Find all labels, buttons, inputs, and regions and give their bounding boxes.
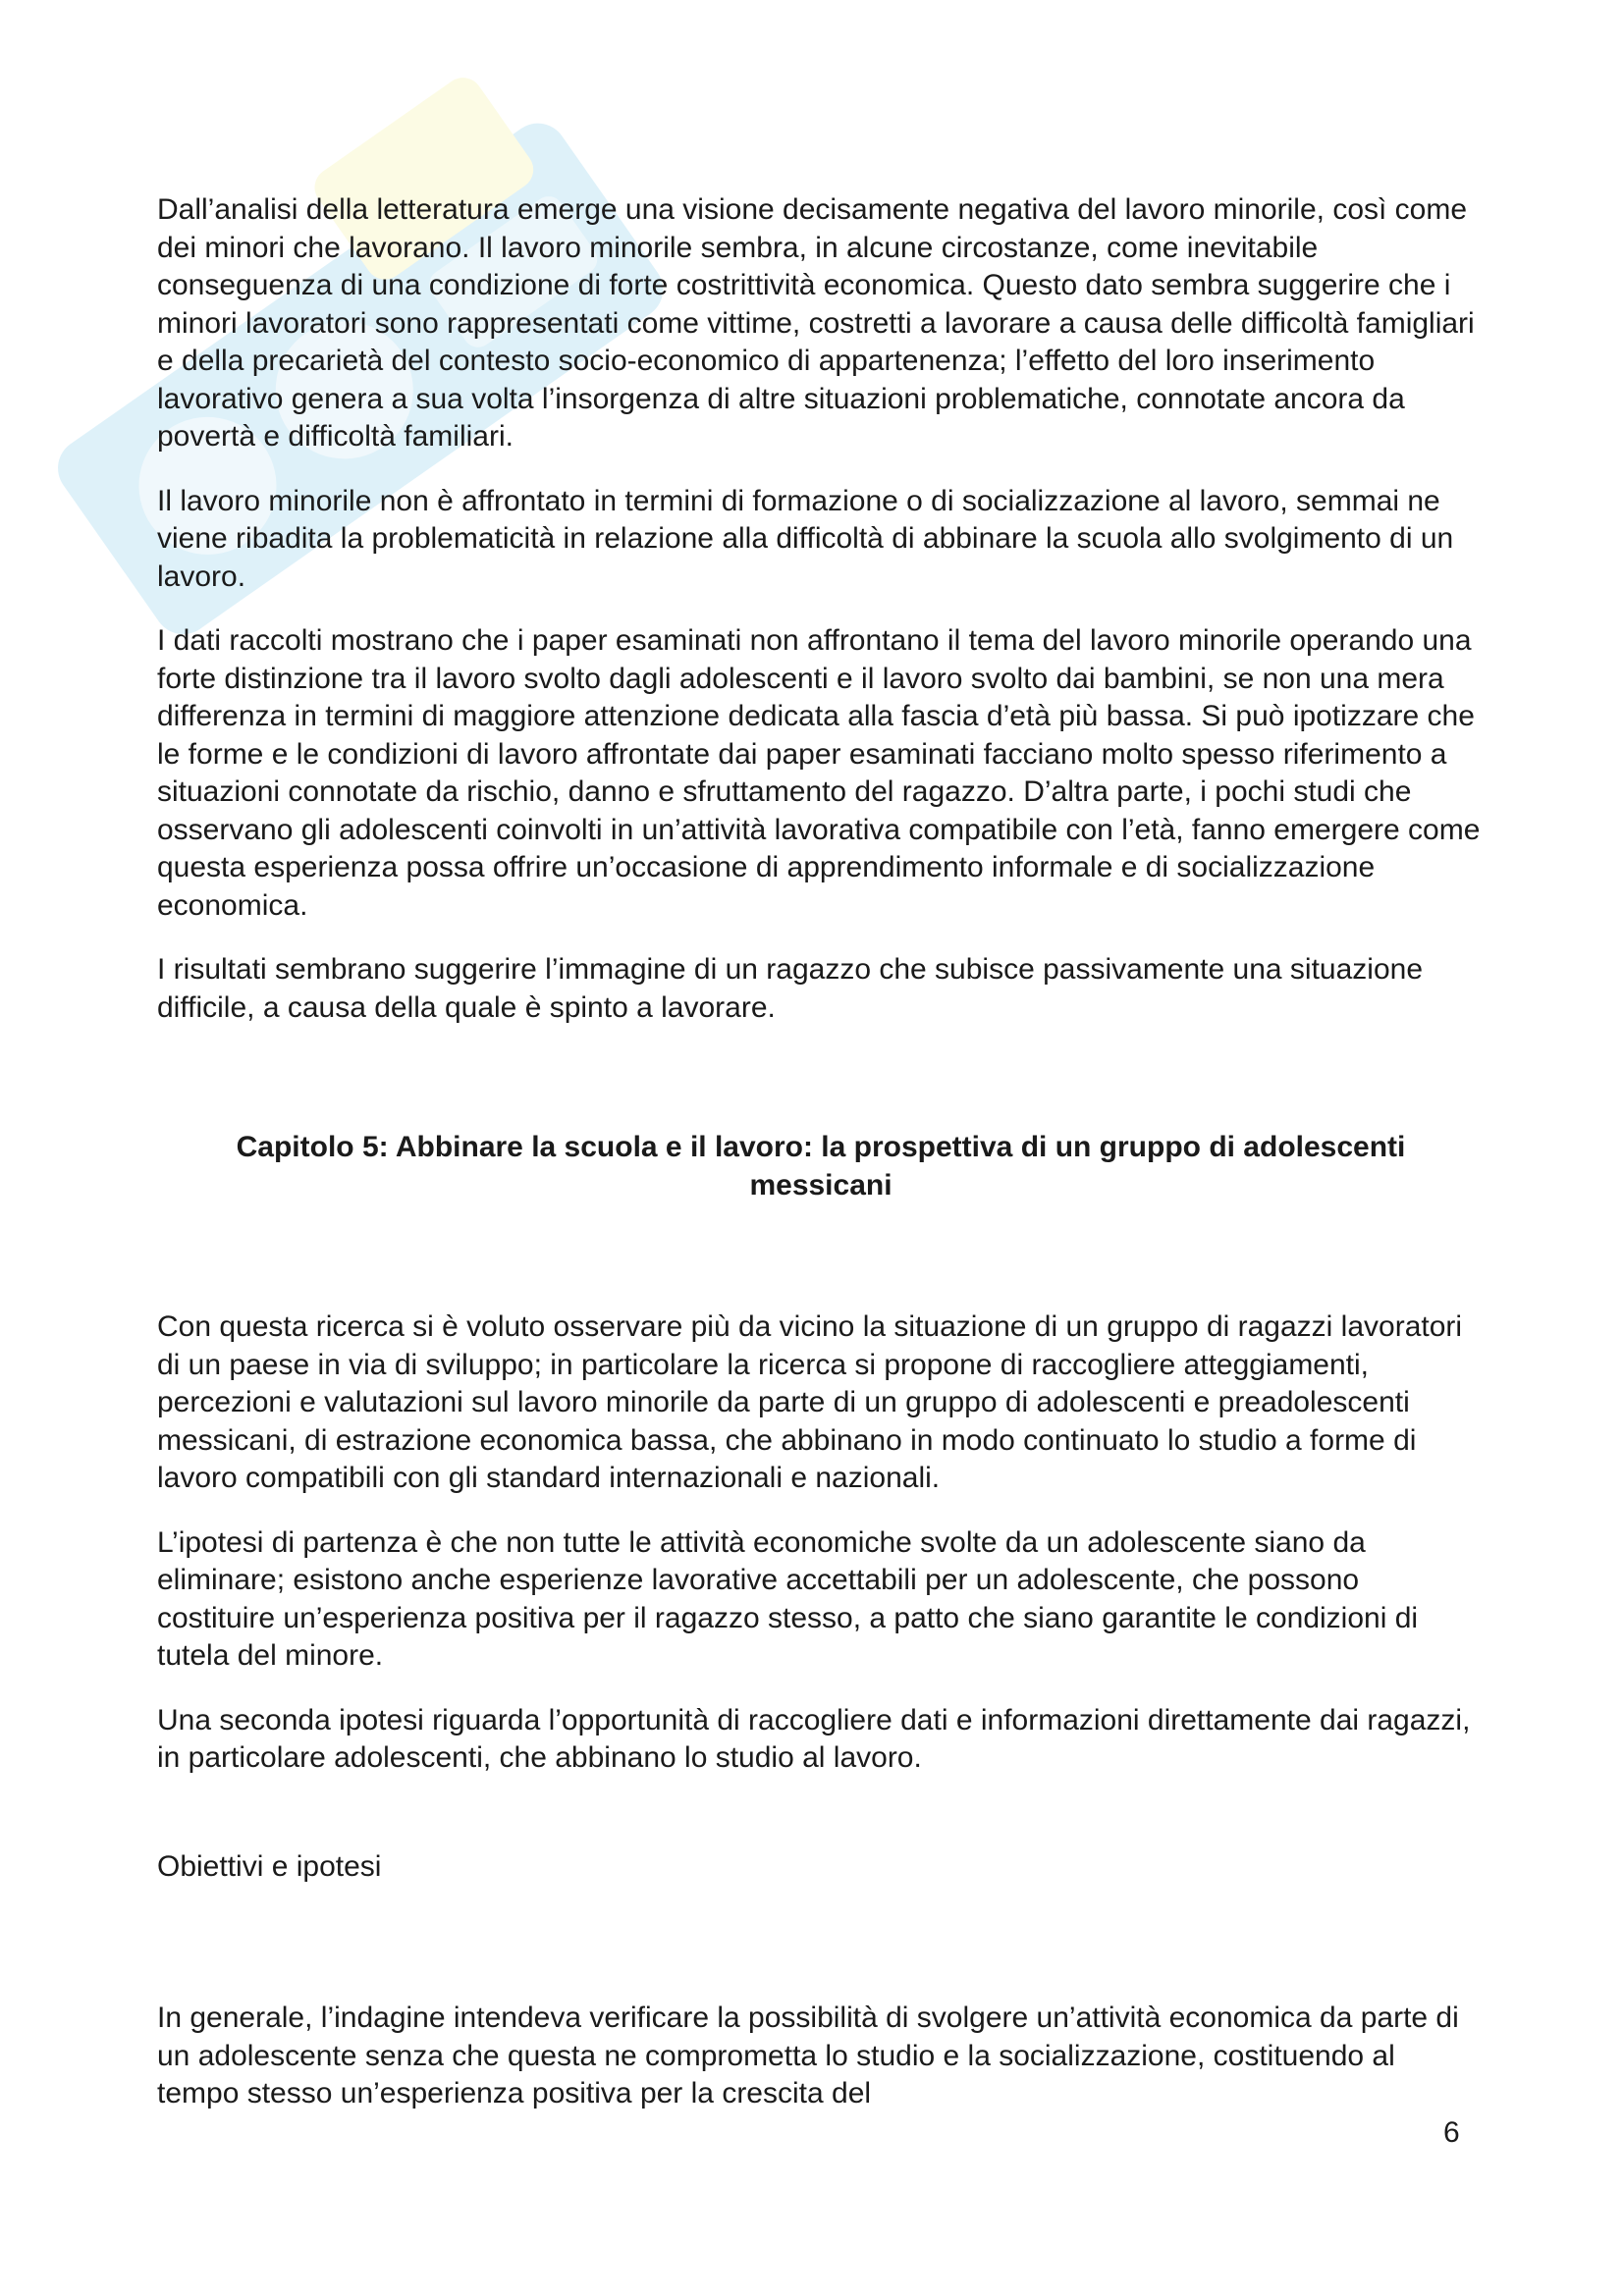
paragraph: I dati raccolti mostrano che i paper esaminati non affrontano il tema del lavoro minorile operando una forte distinzione tra il lavoro svolto dagli adolescenti e il lavoro svolto dai bambini, se non una mera differenza in termini di maggiore attenzione dedicata alla fascia d’età più bassa. Si può ipotizzare che le forme e le condizioni di lavoro affrontate dai paper esaminati facciano molto spesso riferimento a situazioni connotate da rischio, danno e sfruttamento del ragazzo. D’altra parte, i pochi studi che osservano gli adolescenti coinvolti in un’attività lavorativa compatibile con l’età, fanno emergere come questa esperienza possa offrire un’occasione di apprendimento informale e di socializzazione economica. [157, 624, 1481, 922]
paragraph: In generale, l’indagine intendeva verificare la possibilità di svolgere un’attività economica da parte di un adolescente senza che questa ne comprometta lo studio e la socializzazione, costituendo al tempo stesso un’esperienza positiva per la crescita del [157, 2002, 1459, 2109]
paragraph: Dall’analisi della letteratura emerge una visione decisamente negativa del lavoro minorile, così come dei minori che lavorano. Il lavoro minorile sembra, in alcune circostanze, come inevitabile conseguenza di una condizione di forte costrittività economica. Questo dato sembra suggerire che i minori lavoratori sono rappresentati come vittime, costretti a lavorare a causa delle difficoltà famigliari e della precarietà del contesto socio-economico di appartenenza; l’effetto del loro inserimento lavorativo genera a sua volta l’insorgenza di altre situazioni problematiche, connotate ancora da povertà e difficoltà familiari. [157, 193, 1475, 453]
paragraph: Una seconda ipotesi riguarda l’opportunità di raccogliere dati e informazioni direttamente dai ragazzi, in particolare adolescenti, che abbinano lo studio al lavoro. [157, 1703, 1471, 1774]
section-heading: Obiettivi e ipotesi [157, 1849, 382, 1883]
spacer [157, 1886, 1485, 2000]
paragraph: Il lavoro minorile non è affrontato in termini di formazione o di socializzazione al lavoro, semmai ne viene ribadita la problematicità in relazione alla difficoltà di abbinare la scuola allo svolgimento di un lavoro. [157, 484, 1454, 593]
paragraph: I risultati sembrano suggerire l’immagine di un ragazzo che subisce passivamente una situazione difficile, a causa della quale è spinto a lavorare. [157, 953, 1424, 1024]
spacer [157, 1204, 1485, 1308]
paragraph: L’ipotesi di partenza è che non tutte le attività economiche svolte da un adolescente siano da eliminare; esistono anche esperienze lavorative accettabili per un adolescente, che possono costituire un’esperienza positiva per il ragazzo stesso, a patto che siano garantite le condizioni di tutela del minore. [157, 1525, 1419, 1672]
document-page [157, 191, 1485, 2140]
paragraph: Con questa ricerca si è voluto osservare più da vicino la situazione di un gruppo di ragazzi lavoratori di un paese in via di sviluppo; in particolare la ricerca si propone di raccogliere atteggiamenti, percezioni e valutazioni sul lavoro minorile da parte di un gruppo di adolescenti e preadolescenti messicani, di estrazione economica bassa, che abbinano in modo continuato lo studio a forme di lavoro compatibili con gli standard internazionali e nazionali. [157, 1310, 1463, 1494]
page-number: 6 [1443, 2116, 1460, 2149]
chapter-title: Capitolo 5: Abbinare la scuola e il lavoro: la prospettiva di un gruppo di adolescenti messicani [236, 1131, 1406, 1201]
